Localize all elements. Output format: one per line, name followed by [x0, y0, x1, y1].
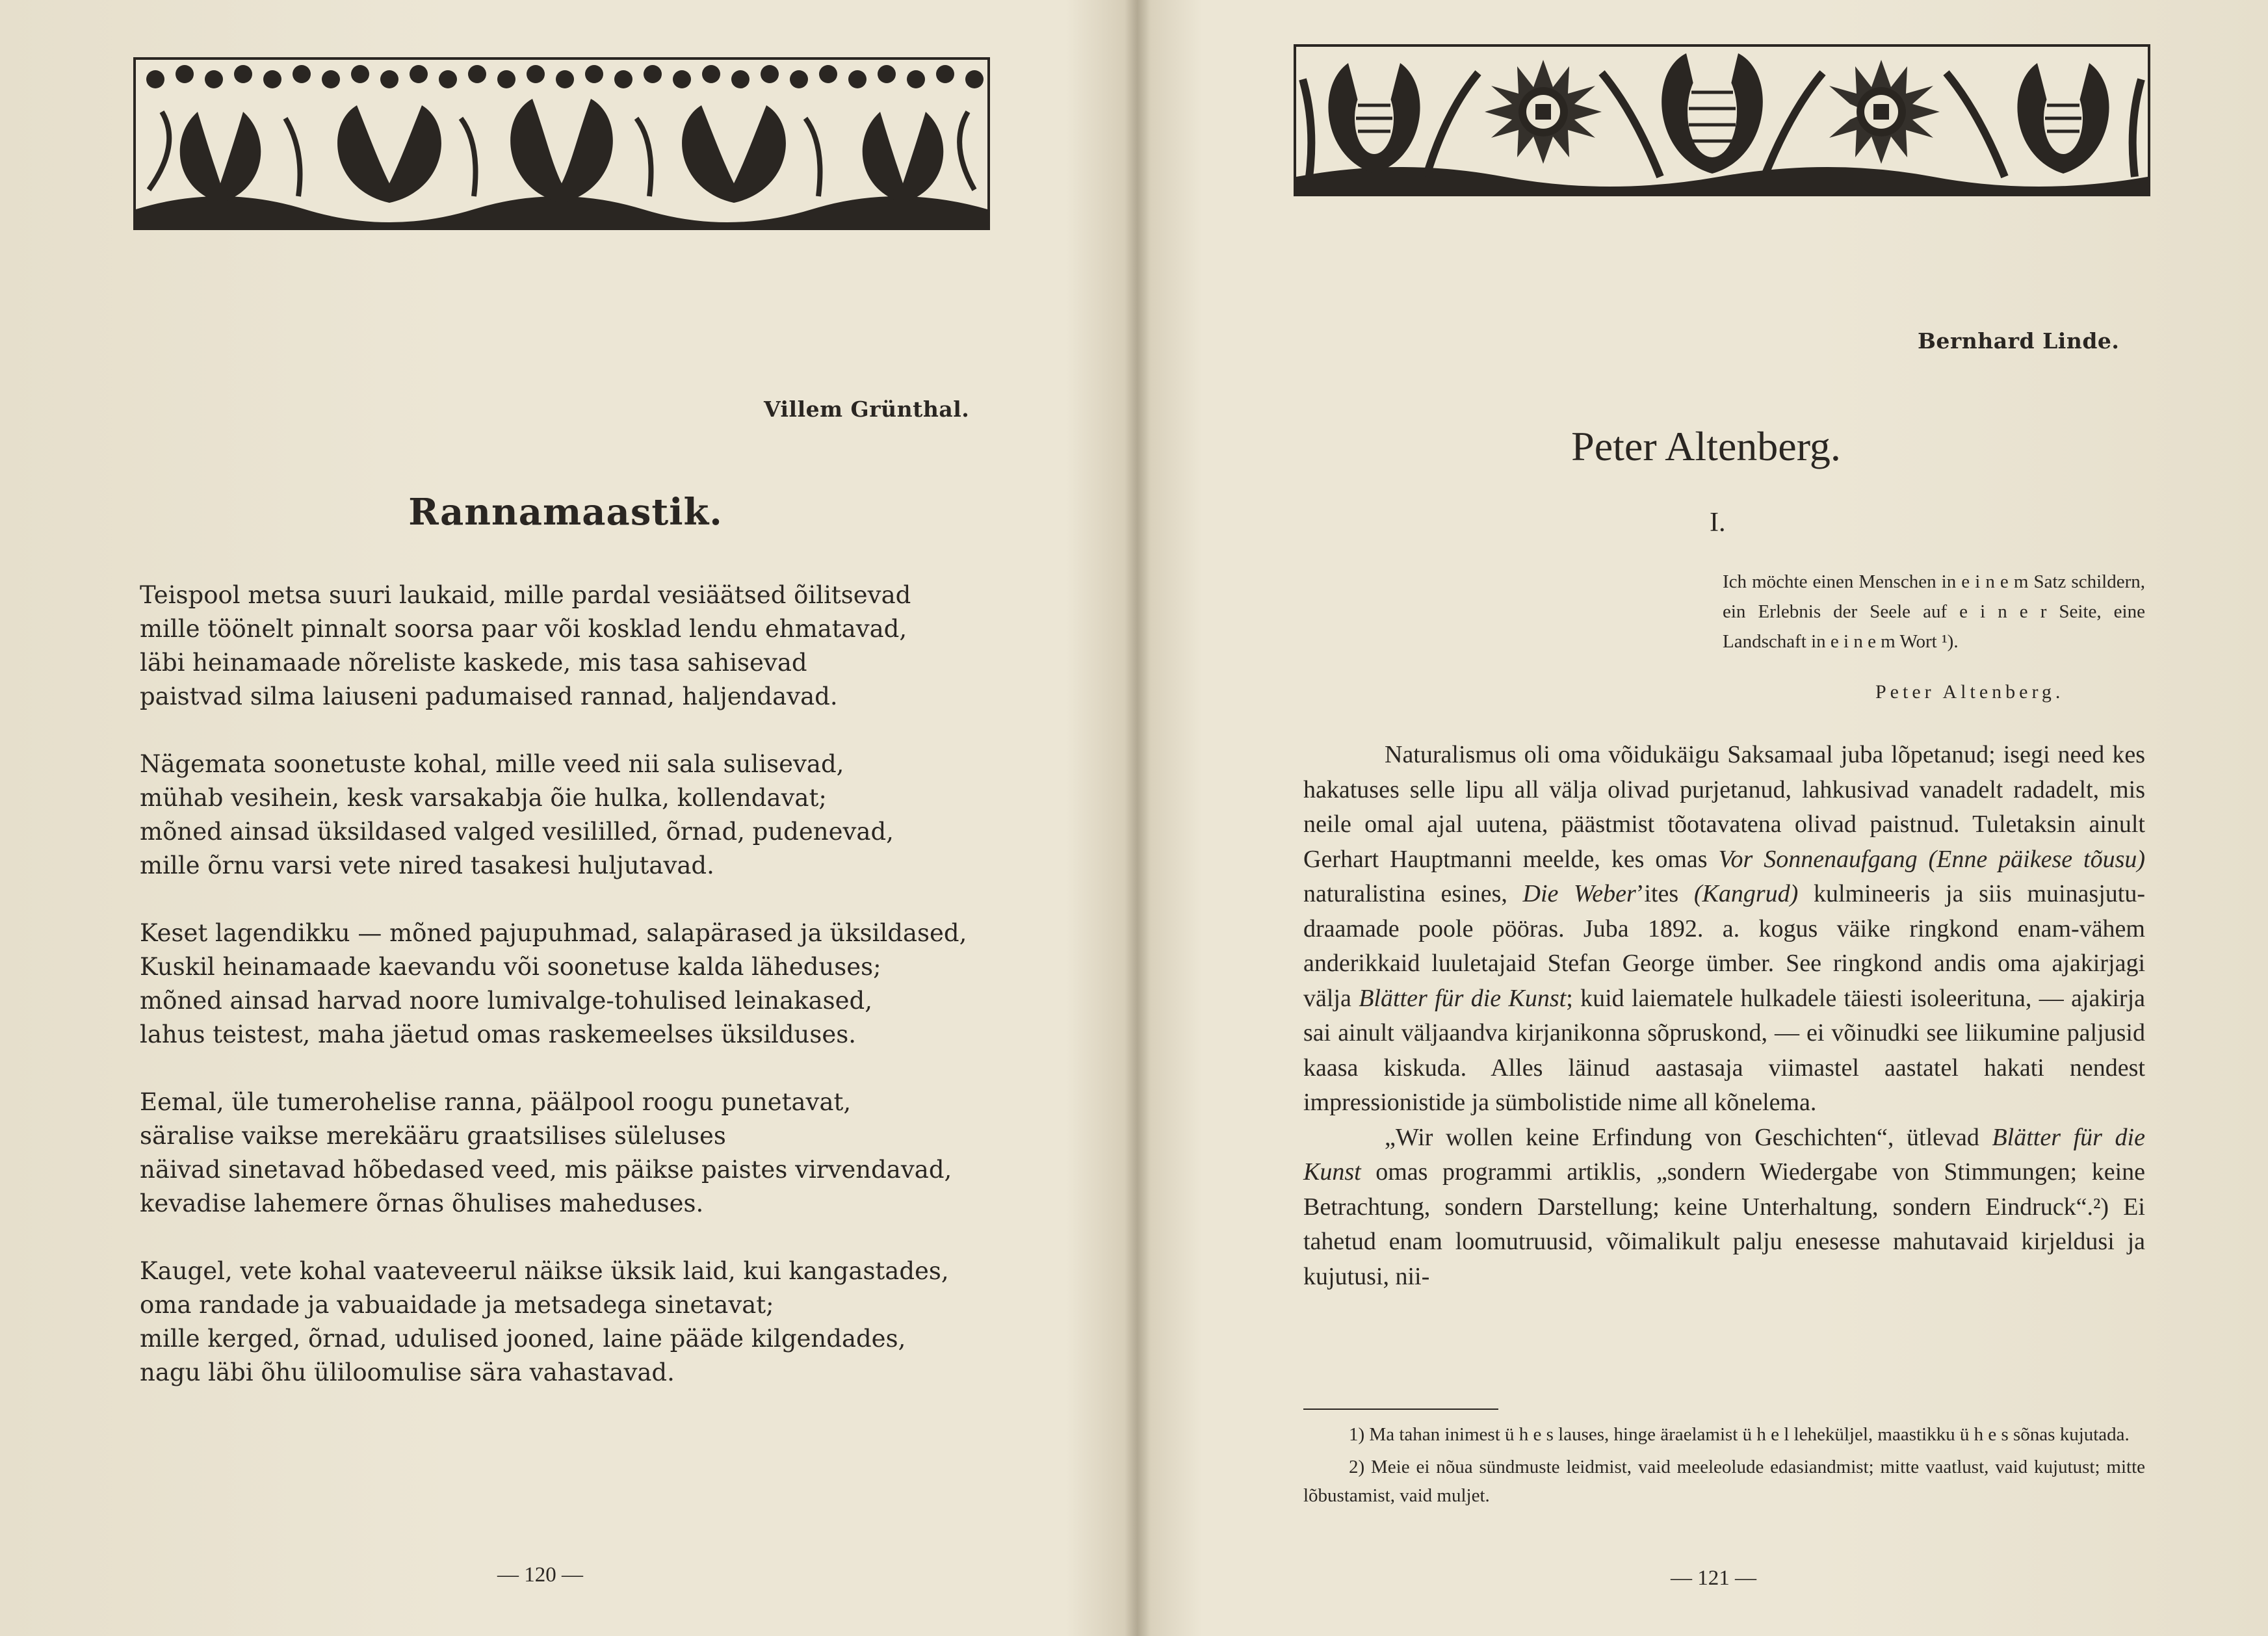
poem-stanza — [140, 1085, 998, 1221]
left-page — [0, 0, 1131, 1636]
poem-title: Rannamaastik. — [408, 491, 723, 534]
italic-title: Blätter für die Kunst — [1303, 1123, 2145, 1186]
poem-line: mõned ainsad harvad noore lumivalge-tohulised leinakased, — [140, 987, 872, 1015]
text-run: „Wir wollen keine Erfindung von Geschichten“, ütlevad — [1385, 1123, 1992, 1151]
poem-line: Keset lagendikku — mõned pajupuhmad, salapärased ja üksildased, — [140, 919, 967, 947]
poem-line: säralise vaikse merekääru graatsilises süleluses — [140, 1122, 726, 1150]
poem-line: kevadise lahemere õrnas õhulises maheduses. — [140, 1189, 704, 1217]
poem-stanza — [140, 916, 998, 1052]
italic-title: Die Weber — [1522, 880, 1636, 907]
text-run: Naturalismus oli oma võidukäigu Saksamaal juba lõpetanud; isegi need kes hakatuses selle lipu all välja olivad purjetanud, lahkusivad vanadelt radadelt, mis neile omal ajal uutena, päästmist tõotavatena olivad paistnud. Tuletaksin ainult Gerhart Hauptmanni meelde, kes omas — [1303, 741, 2145, 873]
tulip-ornament-graphic — [136, 60, 987, 227]
flower-ornament-banner — [1294, 44, 2150, 196]
poem-line: mille töönelt pinnalt soorsa paar või kosklad lendu ehmatavad, — [140, 615, 907, 643]
footnote: 1) Ma tahan inimest ü h e s lauses, hinge äraelamist ü h e l leheküljel, maastikku ü h e s sõnas kujutada. — [1349, 1424, 2130, 1445]
epigraph-text: Ich möchte einen Menschen in e i n e m Satz schildern, ein Erlebnis der Seele auf e i n e r Seite, eine Landschaft in e i n e m Wort ¹). — [1723, 571, 2145, 652]
poem-body — [140, 578, 998, 1423]
poem-line: mõned ainsad üksildased valged vesililled, õrnad, pudenevad, — [140, 818, 894, 846]
poem-line: mühab vesihein, kesk varsakabja õie hulka, kollendavat; — [140, 784, 827, 812]
poem-line: paistvad silma laiuseni padumaised rannad, haljendavad. — [140, 682, 838, 710]
essay-paragraph — [1303, 738, 2145, 1121]
footnote-divider — [1303, 1409, 1498, 1410]
poem-line: läbi heinamaade nõreliste kaskede, mis tasa sahisevad — [140, 649, 807, 677]
footnotes — [1303, 1420, 2145, 1514]
right-page — [1144, 0, 2268, 1636]
italic-title: Vor Sonnenaufgang (Enne päikese tõusu) — [1718, 845, 2146, 873]
poem-line: Teispool metsa suuri laukaid, mille pardal vesiäätsed õilitsevad — [140, 581, 911, 609]
poem-stanza — [140, 1254, 998, 1390]
poem-line: Kuskil heinamaade kaevandu või soonetuse kalda läheduses; — [140, 953, 881, 981]
poem-line: Eemal, üle tumerohelise ranna, päälpool roogu punetavat, — [140, 1088, 852, 1116]
section-number: I. — [1710, 508, 1726, 538]
text-run: naturalistina esines, — [1303, 880, 1523, 907]
poem-line: nagu läbi õhu üliloomulise sära vahastavad. — [140, 1358, 675, 1386]
poem-line: Kaugel, vete kohal vaateveerul näikse üksik laid, kui kangastades, — [140, 1257, 949, 1285]
text-run: ’ites — [1636, 880, 1694, 907]
essay-paragraph — [1303, 1121, 2145, 1295]
poem-line: Nägemata soonetuste kohal, mille veed nii sala sulisevad, — [140, 750, 844, 778]
flower-ornament-graphic — [1296, 47, 2148, 194]
page-number: — 120 — — [497, 1563, 583, 1587]
essay-title: Peter Altenberg. — [1571, 423, 1841, 469]
poem-stanza — [140, 747, 998, 883]
text-run: kulmineeris ja siis muinasjutu-draamade poole pööras. Juba 1892. a. kogus väike ringkond enam-vähem anderikkaid luuletajaid Stefan George ümber. See ringkond andis oma ajakirjagi välja — [1303, 880, 2145, 1012]
essay-body — [1303, 738, 2145, 1294]
italic-title: Blätter für die Kunst — [1359, 984, 1567, 1012]
italic-title: (Kangrud) — [1693, 880, 1799, 907]
author-name: Villem Grünthal. — [764, 396, 970, 422]
page-number: — 121 — — [1671, 1566, 1756, 1590]
poem-line: mille kerged, õrnad, udulised jooned, laine pääde kilgendades, — [140, 1325, 906, 1353]
poem-line: oma randade ja vabuaidade ja metsadega sinetavat; — [140, 1291, 774, 1319]
author-name: Bernhard Linde. — [1918, 328, 2120, 354]
tulip-ornament-banner — [133, 57, 990, 230]
epigraph-author: Peter Altenberg. — [1875, 681, 2065, 703]
poem-line: näivad sinetavad hõbedased veed, mis päikse paistes virvendavad, — [140, 1156, 952, 1184]
footnote: 2) Meie ei nõua sündmuste leidmist, vaid meeleolude edasiandmist; mitte vaatlust, vaid kujutust; mitte lõbustamist, vaid muljet. — [1303, 1457, 2145, 1506]
poem-stanza — [140, 578, 998, 714]
text-run: omas programmi artiklis, „sondern Wiedergabe von Stimmungen; keine Betrachtung, sondern Darstellung; keine Unterhaltung, sondern Eindruck“.²) Ei tahetud enam loomutruusid, võimalikult palju enesesse mahutavaid kirjeldusi ja kujutusi, nii- — [1303, 1158, 2145, 1290]
text-run: ; kuid laiematele hulkadele täiesti isoleerituna, — ajakirja sai ainult väljaandva kirjanikonna sõpruskond, — ei võinudki see liikumine paljusid kaasa kiskuda. Alles läinud aastasaja viimastel aastatel hakati nendest impressionistide ja sümbolistide nime all kõnelema. — [1303, 984, 2145, 1116]
poem-line: lahus teistest, maha jäetud omas raskemeelses üksilduses. — [140, 1020, 857, 1048]
poem-line: mille õrnu varsi vete nired tasakesi huljutavad. — [140, 851, 714, 879]
